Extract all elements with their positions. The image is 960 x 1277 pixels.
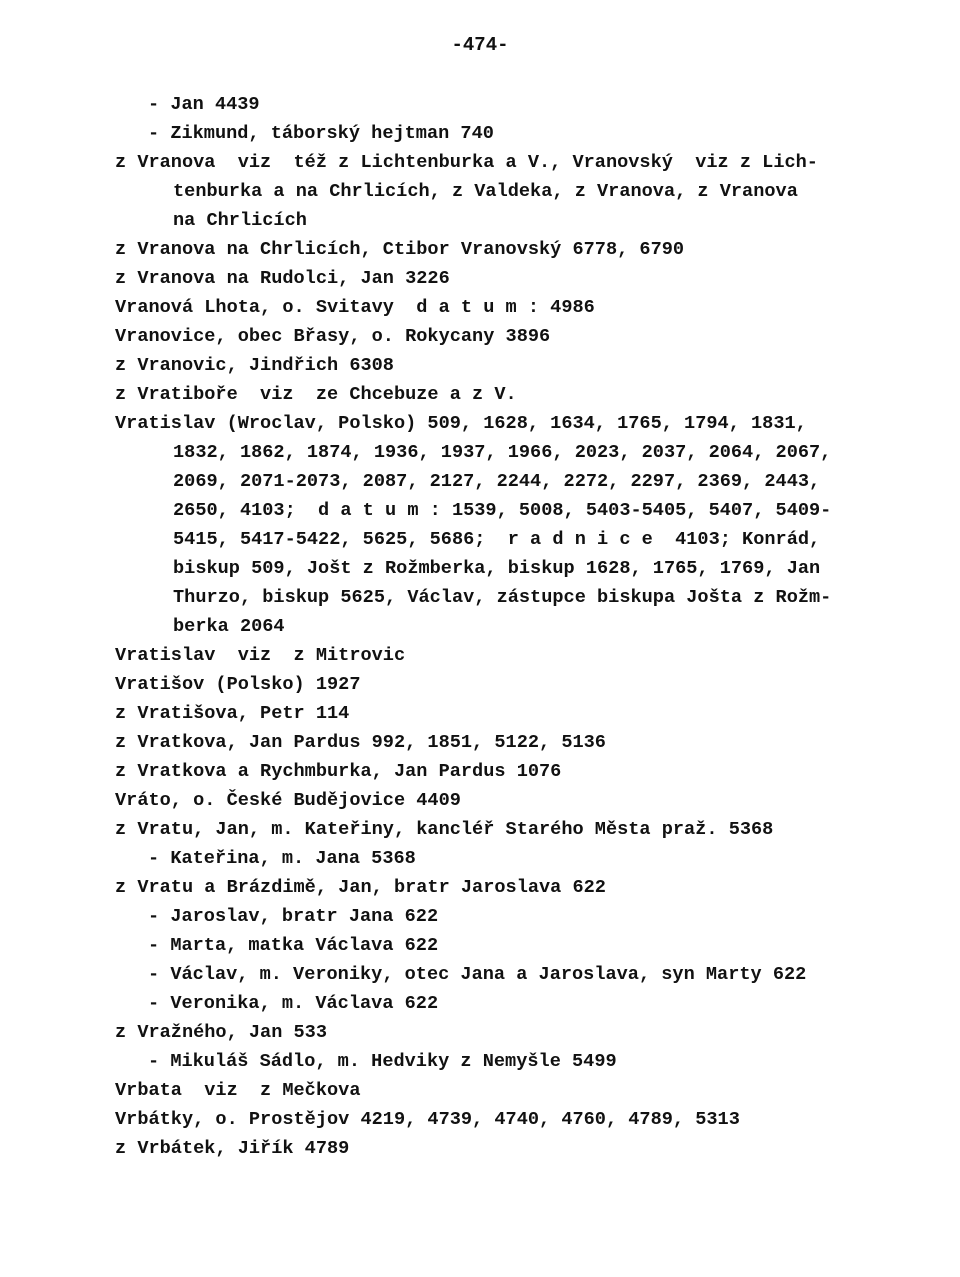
index-subentry: - Zikmund, táborský hejtman 740 — [148, 123, 494, 144]
index-entry: z Vranova na Rudolci, Jan 3226 — [115, 268, 450, 289]
index-entry-continuation: tenburka a na Chrlicích, z Valdeka, z Vranova, z Vranova — [173, 181, 798, 202]
index-entry-continuation: 2650, 4103; d a t u m : 1539, 5008, 5403-5405, 5407, 5409- — [173, 500, 832, 521]
index-entry: z Vranova na Chrlicích, Ctibor Vranovský 6778, 6790 — [115, 239, 685, 260]
index-entry: z Vražného, Jan 533 — [115, 1022, 328, 1043]
index-subentry: - Veronika, m. Václava 622 — [148, 993, 439, 1014]
index-entry: z Vranova viz též z Lichtenburka a V., Vranovský viz z Lich- — [115, 152, 818, 173]
index-subentry: - Jaroslav, bratr Jana 622 — [148, 906, 439, 927]
index-subentry: - Jan 4439 — [148, 94, 260, 115]
index-entry: z Vratkova a Rychmburka, Jan Pardus 1076 — [115, 761, 562, 782]
index-entry: Vranová Lhota, o. Svitavy d a t u m : 4986 — [115, 297, 595, 318]
index-entry: Vratišov (Polsko) 1927 — [115, 674, 361, 695]
index-entries — [115, 90, 875, 1163]
index-entry-continuation: berka 2064 — [173, 616, 285, 637]
index-entry-continuation: 2069, 2071-2073, 2087, 2127, 2244, 2272, 2297, 2369, 2443, — [173, 471, 821, 492]
index-entry: z Vratišova, Petr 114 — [115, 703, 350, 724]
index-entry-continuation: na Chrlicích — [173, 210, 307, 231]
index-entry: Vranovice, obec Břasy, o. Rokycany 3896 — [115, 326, 551, 347]
index-entry-continuation: Thurzo, biskup 5625, Václav, zástupce biskupa Jošta z Rožm- — [173, 587, 832, 608]
index-entry: Vratislav viz z Mitrovic — [115, 645, 406, 666]
index-entry-continuation: 5415, 5417-5422, 5625, 5686; r a d n i c e 4103; Konrád, — [173, 529, 821, 550]
index-entry: Vratislav (Wroclav, Polsko) 509, 1628, 1634, 1765, 1794, 1831, — [115, 413, 807, 434]
index-entry-continuation: 1832, 1862, 1874, 1936, 1937, 1966, 2023, 2037, 2064, 2067, — [173, 442, 832, 463]
index-subentry: - Marta, matka Václava 622 — [148, 935, 439, 956]
index-entry: z Vrbátek, Jiřík 4789 — [115, 1138, 350, 1159]
index-entry: Vráto, o. České Budějovice 4409 — [115, 790, 461, 811]
index-entry: z Vratu, Jan, m. Kateřiny, kancléř Starého Města praž. 5368 — [115, 819, 774, 840]
index-entry: z Vranovic, Jindřich 6308 — [115, 355, 394, 376]
page-number: -474- — [451, 34, 509, 56]
index-entry: Vrbátky, o. Prostějov 4219, 4739, 4740, 4760, 4789, 5313 — [115, 1109, 740, 1130]
index-subentry: - Václav, m. Veroniky, otec Jana a Jaroslava, syn Marty 622 — [148, 964, 807, 985]
index-entry: z Vratiboře viz ze Chcebuze a z V. — [115, 384, 517, 405]
index-subentry: - Mikuláš Sádlo, m. Hedviky z Nemyšle 5499 — [148, 1051, 617, 1072]
index-entry: z Vratkova, Jan Pardus 992, 1851, 5122, 5136 — [115, 732, 606, 753]
index-entry-continuation: biskup 509, Jošt z Rožmberka, biskup 1628, 1765, 1769, Jan — [173, 558, 821, 579]
index-entry: Vrbata viz z Mečkova — [115, 1080, 361, 1101]
index-entry: z Vratu a Brázdimě, Jan, bratr Jaroslava 622 — [115, 877, 606, 898]
index-subentry: - Kateřina, m. Jana 5368 — [148, 848, 416, 869]
